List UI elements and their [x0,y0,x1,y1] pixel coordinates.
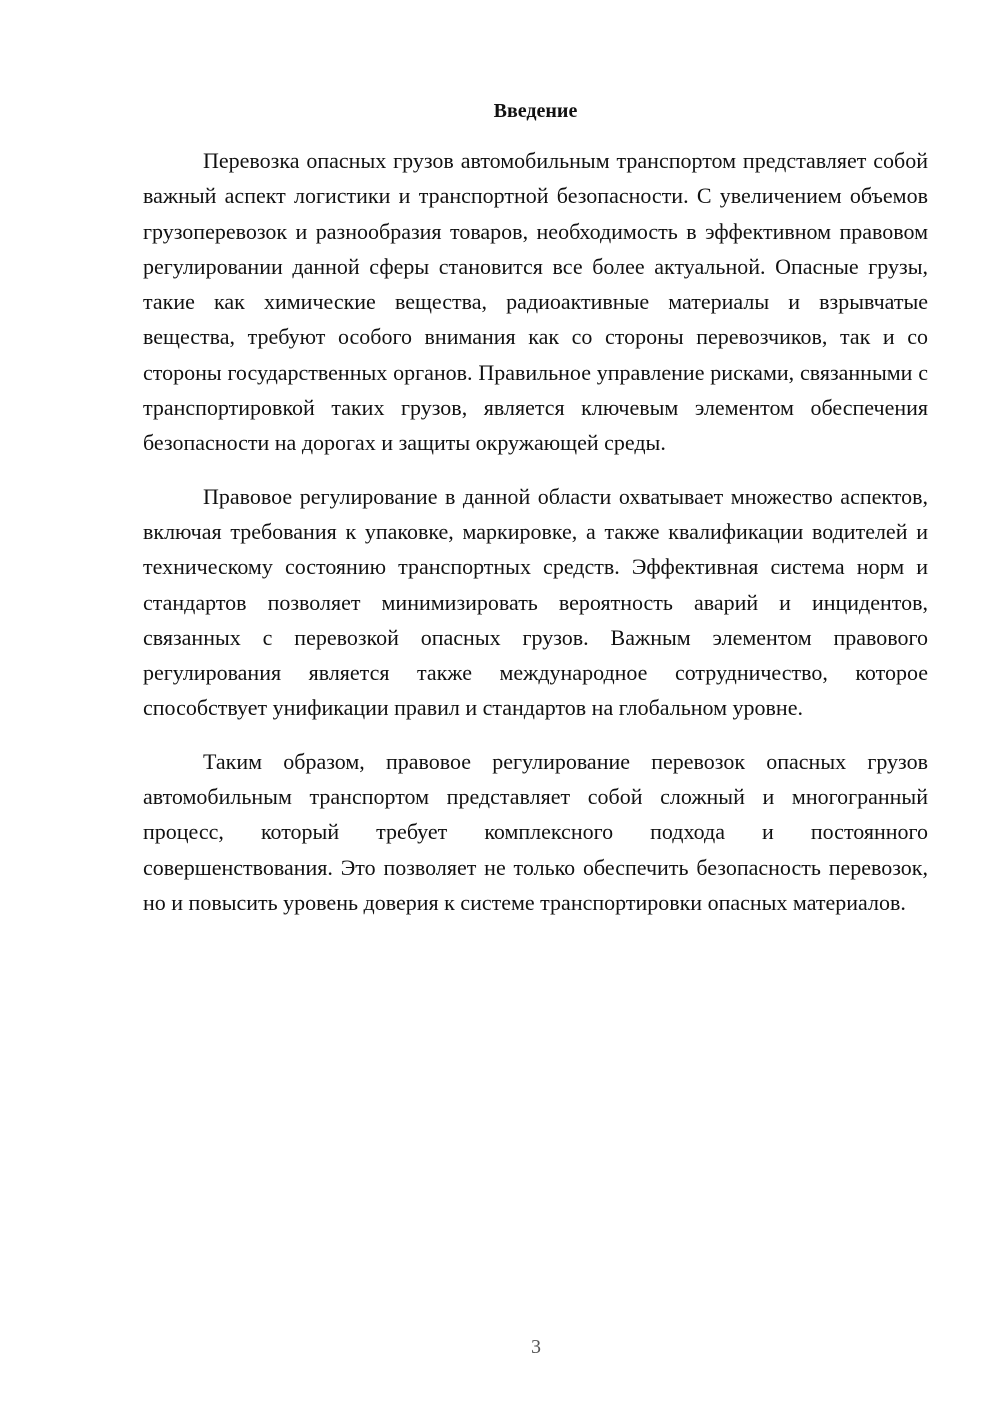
paragraph-1: Перевозка опасных грузов автомобильным транспортом представляет собой важный аспект логистики и транспортной безопасности. С увеличением объемов грузоперевозок и разнообразия товаров, необходимость в эффективном правовом регулировании данной сферы становится все более актуальной. Опасные грузы, такие как химические вещества, радиоактивные материалы и взрывчатые вещества, требуют особого внимания как со стороны перевозчиков, так и со стороны государственных органов. Правильное управление рисками, связанными с транспортировкой таких грузов, является ключевым элементом обеспечения безопасности на дорогах и защиты окружающей среды. [143,148,928,456]
document-body [143,143,928,938]
paragraph-2: Правовое регулирование в данной области охватывает множество аспектов, включая требования к упаковке, маркировке, а также квалификации водителей и техническому состоянию транспортных средств. Эффективная система норм и стандартов позволяет минимизировать вероятность аварий и инцидентов, связанных с перевозкой опасных грузов. Важным элементом правового регулирования является также международное сотрудничество, которое способствует унификации правил и стандартов на глобальном уровне. [143,483,928,721]
paragraph-3: Таким образом, правовое регулирование перевозок опасных грузов автомобильным транспортом представляет собой сложный и многогранный процесс, который требует комплексного подхода и постоянного совершенствования. Это позволяет не только обеспечить безопасность перевозок, но и повысить уровень доверия к системе транспортировки опасных материалов. [143,748,928,915]
page-number: 3 [531,1336,541,1358]
page-title: Введение [493,100,578,122]
